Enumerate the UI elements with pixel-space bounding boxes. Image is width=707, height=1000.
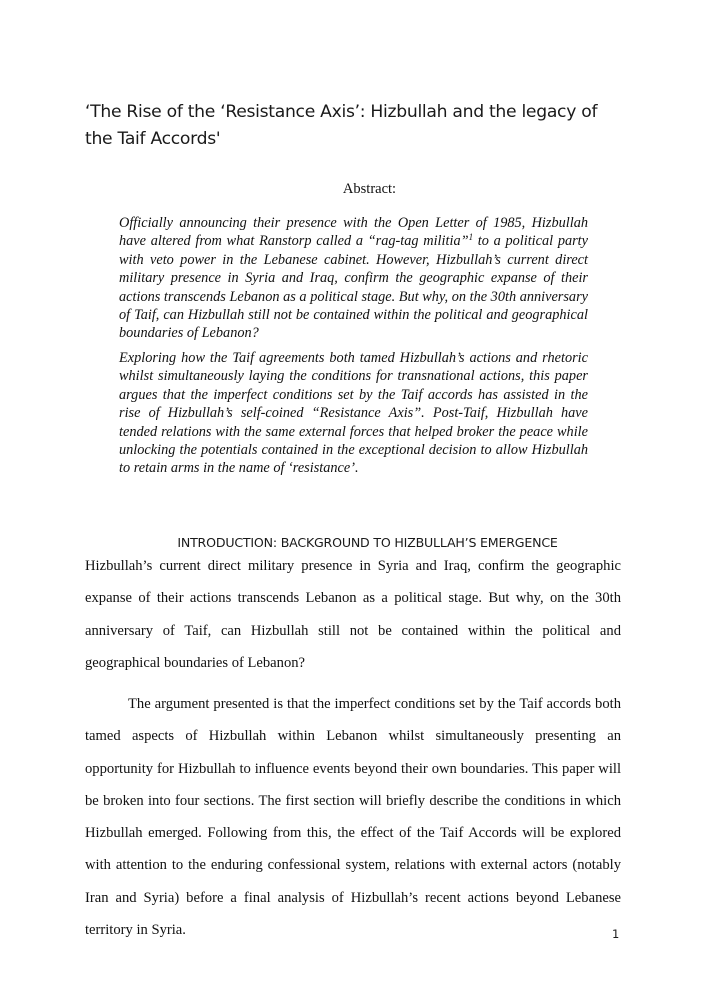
footnote-marker[interactable]: 1 <box>468 232 474 243</box>
abstract-paragraph-1-text-a: Officially announcing their presence with the Open Letter of 1985, Hizbullah have altered from what Ranstorp called a “rag-tag militia” <box>119 215 588 250</box>
introduction-paragraph-1: Hizbullah’s current direct military presence in Syria and Iraq, confirm the geographic expanse of their actions transcends Lebanon as a political stage. But why, on the 30th anniversary of Taif, can Hizbullah still not be contained within the political and geographical boundaries of Lebanon? <box>85 558 621 671</box>
abstract-paragraph-2: Exploring how the Taif agreements both tamed Hizbullah’s actions and rhetoric whilst simultaneously laying the conditions for transnational actions, this paper argues that the imperfect conditions set by the Taif accords has assisted in the rise of Hizbullah’s self-coined “Resistance Axis”. Post-Taif, Hizbullah have tended relations with the same external forces that helped broker the peace while unlocking the potentials contained in the exceptional decision to allow Hizbullah to retain arms in the name of ‘resistance’. <box>119 350 588 477</box>
abstract-paragraph-1 <box>119 214 588 343</box>
introduction-paragraph-2: The argument presented is that the imperfect conditions set by the Taif accords both tamed aspects of Hizbullah within Lebanon whilst simultaneously presenting an opportunity for Hizbullah to influence events beyond their own boundaries. This paper will be broken into four sections. The first section will briefly describe the conditions in which Hizbullah emerged. Following from this, the effect of the Taif Accords will be explored with attention to the enduring confessional system, relations with external actors (notably Iran and Syria) before a final analysis of Hizbullah’s recent actions beyond Lebanese territory in Syria. <box>85 696 621 939</box>
abstract-paragraph-1-text-b: to a political party with veto power in the Lebanese cabinet. However, Hizbullah’s current direct military presence in Syria and Iraq, confirm the geographic expanse of their actions transcends Lebanon as a political stage. But why, on the 30th anniversary of Taif, can Hizbullah still not be contained within the political and geographical boundaries of Lebanon? <box>119 233 589 342</box>
page-number: 1 <box>612 927 620 941</box>
introduction-heading: INTRODUCTION: BACKGROUND TO HIZBULLAH’S EMERGENCE <box>177 535 558 550</box>
abstract-heading: Abstract: <box>342 181 397 197</box>
paper-title: ‘The Rise of the ‘Resistance Axis’: Hizbullah and the legacy of the Taif Accords' <box>85 102 598 149</box>
